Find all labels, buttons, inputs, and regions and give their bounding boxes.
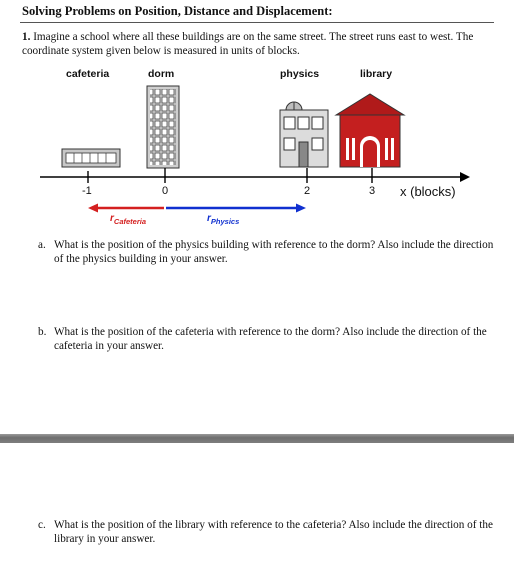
question-text: What is the position of the physics building with reference to the dorm? Also include the direction of the physics building in your answer. xyxy=(54,239,494,265)
cafeteria-vector-label xyxy=(110,213,146,226)
physics-label: physics xyxy=(280,68,320,80)
question-letter: b. xyxy=(38,326,47,338)
library-label: library xyxy=(360,68,393,80)
physics-vector-label xyxy=(207,213,239,226)
tick-label: 3 xyxy=(369,185,376,197)
tick-label: -1 xyxy=(82,185,92,197)
tick-label: 2 xyxy=(304,185,311,197)
x-axis-label: x (blocks) xyxy=(400,184,456,199)
physics-building-icon xyxy=(280,102,328,167)
problem-number: 1. xyxy=(22,31,31,43)
question-a xyxy=(38,238,498,268)
question-text: What is the position of the library with reference to the cafeteria? Also include the direction of the library in your answer. xyxy=(54,519,493,545)
library-building-icon xyxy=(336,94,404,167)
question-b xyxy=(38,325,498,355)
question-c xyxy=(38,518,498,548)
vector-subscript: Physics xyxy=(210,217,240,226)
page-break-divider xyxy=(0,434,514,443)
x-axis-arrowhead xyxy=(460,172,470,182)
question-letter: c. xyxy=(38,519,46,531)
problem-intro-text: Imagine a school where all these buildings are on the same street. The street runs east to west. The coordinate system given below is measured in units of blocks. xyxy=(22,31,474,57)
page-title: Solving Problems on Position, Distance and Displacement: xyxy=(22,4,333,18)
vector-symbol: r xyxy=(110,213,114,224)
title-rule xyxy=(20,22,494,23)
question-text: What is the position of the cafeteria with reference to the dorm? Also include the direction of the cafeteria in your answer. xyxy=(54,326,487,352)
dorm-building-icon xyxy=(147,86,179,168)
number-line-figure xyxy=(0,80,514,220)
cafeteria-label: cafeteria xyxy=(66,68,110,80)
question-letter: a. xyxy=(38,239,46,251)
dorm-label: dorm xyxy=(148,68,175,80)
physics-vector-arrowhead xyxy=(296,204,306,213)
problem-intro xyxy=(22,30,494,58)
vector-subscript: Cafeteria xyxy=(113,217,147,226)
tick-label: 0 xyxy=(162,185,169,197)
vector-symbol: r xyxy=(207,213,211,224)
cafeteria-vector-arrowhead xyxy=(88,204,98,213)
cafeteria-building-icon xyxy=(62,149,120,167)
